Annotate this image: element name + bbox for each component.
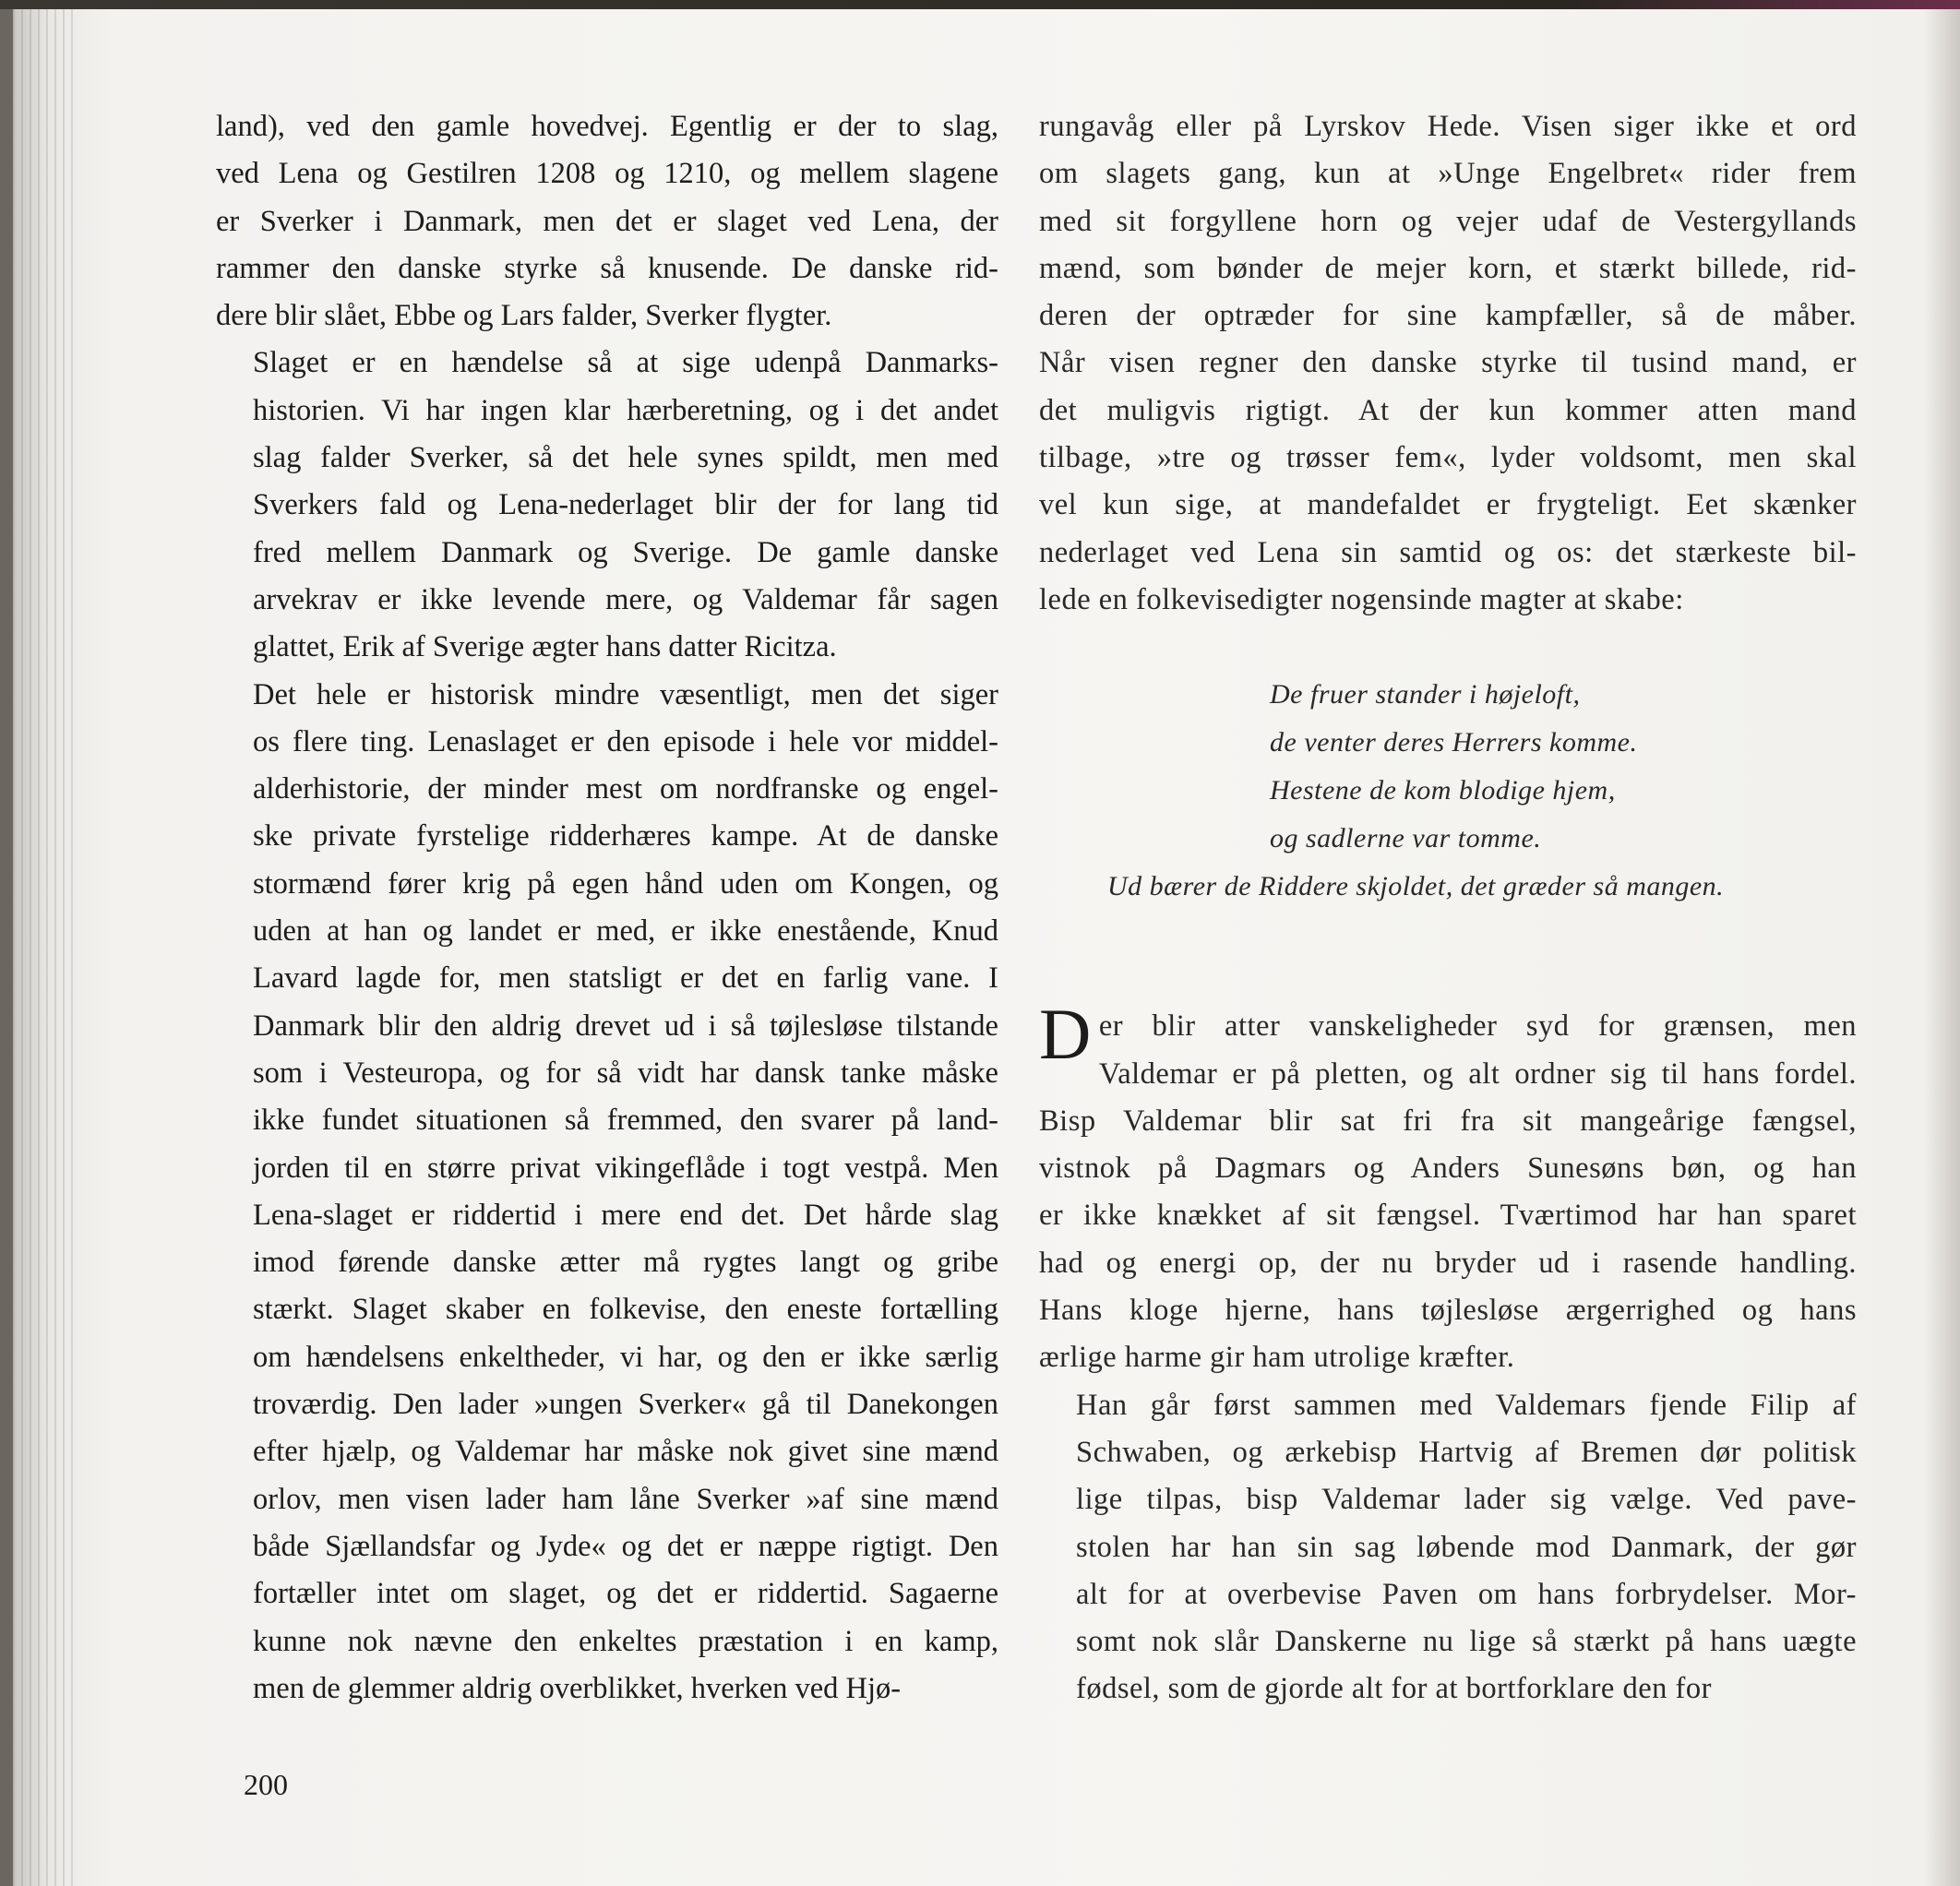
text-line: stolen har han sin sag løbende mod Danmark, der gør bbox=[1076, 1530, 1857, 1564]
text-line: Schwaben, og ærkebisp Hartvig af Bremen dør politisk bbox=[1076, 1435, 1857, 1469]
text-line: troværdig. Den lader »ungen Sverker« gå til Danekongen bbox=[253, 1388, 998, 1422]
text-line: rammer den danske styrke så knusende. De danske rid- bbox=[216, 251, 998, 285]
poem-line: Hestene de kom blodige hjem, bbox=[1270, 775, 1616, 806]
page-number: 200 bbox=[244, 1768, 288, 1801]
text-line: dere blir slået, Ebbe og Lars falder, Sverker flygter. bbox=[216, 299, 832, 333]
section-paragraph-2 bbox=[1039, 1382, 1857, 1713]
text-line: efter hjælp, og Valdemar har måske nok givet sine mænd bbox=[253, 1435, 998, 1469]
new-section bbox=[1039, 994, 1857, 1713]
book-top-edge bbox=[0, 0, 1960, 9]
right-paragraph-1 bbox=[1039, 103, 1857, 624]
text-line: Hans kloge hjerne, hans tøjlesløse ærgerrighed og hans bbox=[1039, 1294, 1857, 1328]
text-line: somt nok slår Danskerne nu lige så stærkt på hans uægte bbox=[1076, 1625, 1857, 1659]
text-line: Det hele er historisk mindre væsentligt, men det siger bbox=[253, 677, 998, 711]
text-line: lige tilpas, bisp Valdemar lader sig vælge. Ved pave- bbox=[1076, 1483, 1857, 1517]
drop-cap: D bbox=[1039, 994, 1092, 1075]
text-line: ikke fundet situationen så fremmed, den svarer på land- bbox=[253, 1104, 998, 1138]
text-line: stærkt. Slaget skaber en folkevise, den eneste fortælling bbox=[253, 1293, 998, 1327]
text-line: lede en folkevisedigter nogensinde magter at skabe: bbox=[1039, 582, 1684, 616]
text-line: ved Lena og Gestilren 1208 og 1210, og mellem slagene bbox=[216, 157, 998, 191]
text-line: imod førende danske ætter må rygtes langt og gribe bbox=[253, 1246, 998, 1280]
text-line: Sverkers fald og Lena-nederlaget blir der for lang tid bbox=[253, 488, 998, 522]
text-line: stormænd fører krig på egen hånd uden om Kongen, og bbox=[253, 866, 998, 901]
text-line: om hændelsens enkeltheder, vi har, og den er ikke særlig bbox=[253, 1340, 998, 1374]
text-line: er Sverker i Danmark, men det er slaget ved Lena, der bbox=[216, 204, 998, 238]
right-column bbox=[1039, 103, 1857, 1713]
left-column bbox=[216, 103, 998, 1713]
text-line: nederlaget ved Lena sin samtid og os: det stærkeste bil- bbox=[1039, 535, 1857, 569]
text-line: men de glemmer aldrig overblikket, hverken ved Hjø- bbox=[253, 1671, 902, 1705]
text-line: som i Vesteuropa, og for så vidt har dansk tanke måske bbox=[253, 1056, 998, 1090]
left-paragraph-2 bbox=[216, 340, 998, 671]
poem-line: de venter deres Herrers komme. bbox=[1270, 727, 1638, 758]
text-line: alt for at overbevise Paven om hans forbrydelser. Mor- bbox=[1076, 1577, 1857, 1611]
page-shadow bbox=[1923, 9, 1960, 1886]
text-line: vistnok på Dagmars og Anders Sunesøns bøn, og han bbox=[1039, 1152, 1857, 1186]
text-line: orlov, men visen lader ham låne Sverker »af sine mænd bbox=[253, 1482, 998, 1516]
text-line: land), ved den gamle hovedvej. Egentlig er der to slag, bbox=[216, 110, 998, 143]
text-line: om slagets gang, kun at »Unge Engelbret« rider frem bbox=[1039, 157, 1857, 191]
text-line: uden at han og landet er med, er ikke enestående, Knud bbox=[253, 914, 998, 949]
text-line: os flere ting. Lenaslaget er den episode i hele vor middel- bbox=[253, 724, 998, 758]
poem-line: De fruer stander i højeloft, bbox=[1270, 679, 1581, 710]
text-line: Han går først sammen med Valdemars fjende Filip af bbox=[1076, 1388, 1857, 1422]
text-line: Lena-slaget er riddertid i mere end det. Det hårde slag bbox=[253, 1198, 998, 1232]
text-line: deren der optræder for sine kampfæller, så de måber. bbox=[1039, 299, 1857, 333]
text-line: jorden til en større privat vikingeflåde i togt vestpå. Men bbox=[253, 1151, 998, 1185]
text-line: had og energi op, der nu bryder ud i rasende handling. bbox=[1039, 1246, 1857, 1280]
text-line: ærlige harme gir ham utrolige kræfter. bbox=[1039, 1341, 1515, 1375]
text-line: fortæller intet om slaget, og det er riddertid. Sagaerne bbox=[253, 1577, 998, 1611]
text-line: med sit forgyllene horn og vejer udaf de Vestergyllands bbox=[1039, 204, 1857, 238]
text-line: Når visen regner den danske styrke til tusind mand, er bbox=[1039, 346, 1857, 380]
poem-line: og sadlerne var tomme. bbox=[1270, 823, 1542, 854]
text-line: er ikke knækket af sit fængsel. Tværtimod har han sparet bbox=[1039, 1199, 1857, 1233]
text-line: vel kun sige, at mandefaldet er frygteligt. Eet skænker bbox=[1039, 488, 1857, 522]
text-line: er blir atter vanskeligheder syd for grænsen, men bbox=[1098, 1009, 1857, 1044]
text-line: glattet, Erik af Sverige ægter hans datter Ricitza. bbox=[253, 630, 837, 664]
text-line: tilbage, »tre og trøsser fem«, lyder voldsomt, men skal bbox=[1039, 441, 1857, 475]
text-line: fødsel, som de gjorde alt for at bortforklare den for bbox=[1076, 1672, 1712, 1706]
text-line: alderhistorie, der minder mest om nordfranske og engel- bbox=[253, 772, 998, 806]
poem-verse bbox=[1039, 671, 1857, 911]
text-line: rungavåg eller på Lyrskov Hede. Visen siger ikke et ord bbox=[1039, 110, 1857, 143]
text-line: det muligvis rigtigt. At der kun kommer atten mand bbox=[1039, 393, 1857, 427]
text-line: Danmark blir den aldrig drevet ud i så tøjlesløse tilstande bbox=[253, 1009, 998, 1043]
left-paragraph-3 bbox=[216, 672, 998, 1713]
text-line: ske private fyrstelige ridderhæres kampe. At de danske bbox=[253, 819, 998, 853]
poem-line: Ud bærer de Riddere skjoldet, det græder så mangen. bbox=[1107, 871, 1725, 902]
text-line: historien. Vi har ingen klar hærberetning, og i det andet bbox=[253, 393, 998, 427]
section-paragraph-1 bbox=[1039, 994, 1857, 1381]
left-paragraph-1 bbox=[216, 103, 998, 340]
text-line: både Sjællandsfar og Jyde« og det er næppe rigtigt. Den bbox=[253, 1529, 998, 1563]
text-line: kunne nok nævne den enkeltes præstation i en kamp, bbox=[253, 1624, 998, 1658]
text-line: Slaget er en hændelse så at sige udenpå Danmarks- bbox=[253, 346, 998, 380]
text-line: Valdemar er på pletten, og alt ordner sig til hans fordel. bbox=[1098, 1056, 1857, 1091]
text-line: slag falder Sverker, så det hele synes spildt, men med bbox=[253, 441, 998, 475]
text-line: mænd, som bønder de mejer korn, et stærkt billede, rid- bbox=[1039, 251, 1857, 285]
text-line: Bisp Valdemar blir sat fri fra sit mangeårige fængsel, bbox=[1039, 1104, 1857, 1138]
text-line: arvekrav er ikke levende mere, og Valdemar får sagen bbox=[253, 582, 998, 616]
text-line: Lavard lagde for, men statsligt er det en farlig vane. I bbox=[253, 961, 998, 996]
text-line: fred mellem Danmark og Sverige. De gamle danske bbox=[253, 535, 998, 569]
